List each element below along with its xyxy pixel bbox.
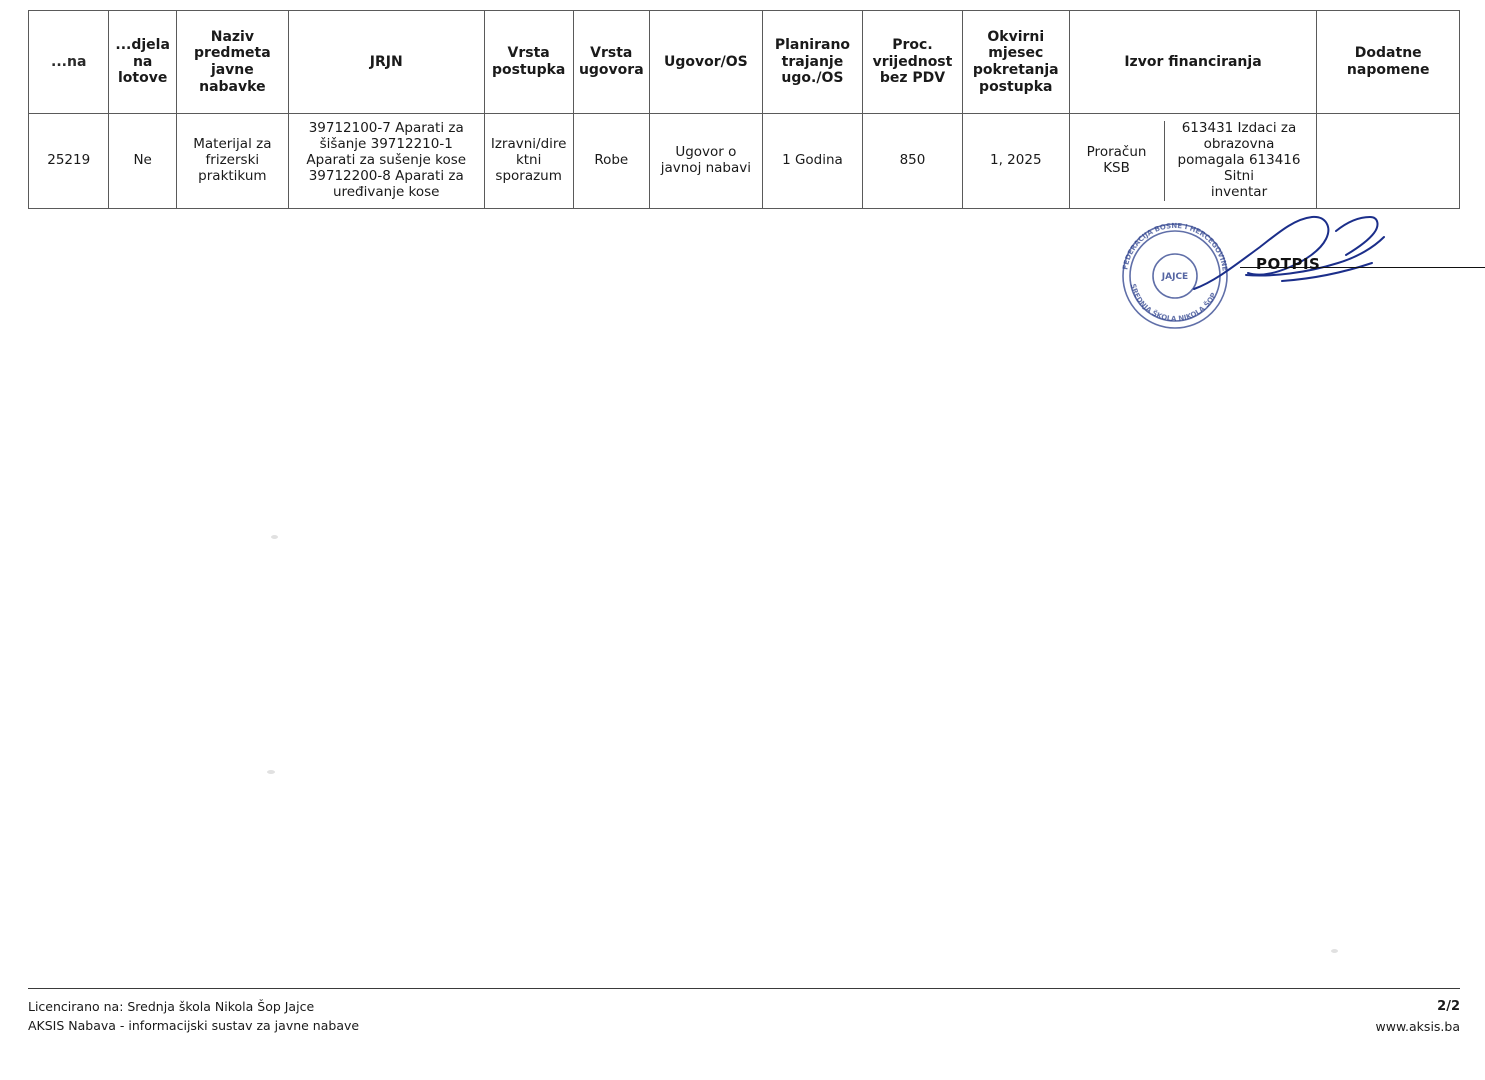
procurement-table-wrapper <box>28 10 1460 209</box>
column-header-naziv-predmeta <box>176 11 288 114</box>
header-line: Vrsta <box>507 45 550 62</box>
signature-block <box>1090 205 1470 335</box>
jrjn-line: 39712100-7 Aparati za <box>308 120 464 137</box>
column-header-dodatne-napomene <box>1317 11 1460 114</box>
page-number: 2/2 <box>1437 999 1460 1014</box>
footer-left-text <box>28 997 359 1036</box>
table-header-row <box>29 11 1460 114</box>
column-header-proc-vrijednost <box>862 11 962 114</box>
header-line: postupka <box>979 78 1053 95</box>
vrsta-postupka-line: Izravni/dire <box>490 136 567 153</box>
header-line: ugo./OS <box>781 70 844 87</box>
vrsta-postupka-line: sporazum <box>495 167 562 184</box>
procurement-plan-table <box>28 10 1460 209</box>
cell-ugovor-os <box>649 114 762 209</box>
cell-planirano-trajanje: 1 Godina <box>762 114 862 209</box>
column-header-vrsta-ugovora <box>573 11 649 114</box>
column-header-izvor-financiranja: Izvor financiranja <box>1069 11 1317 114</box>
jrjn-line: šišanje 39712210-1 <box>319 136 453 153</box>
header-line: Vrsta <box>590 45 633 62</box>
jrjn-line: uređivanje kose <box>332 183 440 200</box>
header-line: nabavke <box>199 78 266 95</box>
footer-website: www.aksis.ba <box>1375 1019 1460 1035</box>
column-header-broj <box>29 11 109 114</box>
header-line: Planirano <box>774 37 851 54</box>
cell-vrsta-ugovora: Robe <box>573 114 649 209</box>
header-line: pokretanja <box>972 62 1059 78</box>
header-line: ...djela <box>115 37 170 54</box>
svg-text:SREDNJA ŠKOLA NIKOLA ŠOP: SREDNJA ŠKOLA NIKOLA ŠOP <box>1128 282 1218 324</box>
header-line: mjesec <box>988 45 1044 62</box>
cell-naziv-predmeta: Materijal za frizerski praktikum <box>176 114 288 209</box>
page-footer <box>28 988 1460 1045</box>
ugovor-os-line: javnoj nabavi <box>660 160 752 176</box>
header-line: trajanje <box>781 53 844 70</box>
cell-broj: 25219 <box>29 114 109 209</box>
cell-jrjn <box>288 114 484 209</box>
column-header-podjela-na-lotove <box>109 11 176 114</box>
column-header-vrsta-postupka <box>484 11 573 114</box>
header-line: Okvirni <box>987 28 1045 45</box>
scan-speckle <box>267 770 275 774</box>
header-line: Dodatne <box>1354 45 1422 62</box>
ugovor-os-line: Ugovor o <box>675 144 737 161</box>
cell-dodatne-napomene <box>1317 114 1460 209</box>
column-header-broj-line2: ...na <box>51 53 87 70</box>
izvor-financiranja-line: Proračun <box>1086 144 1147 161</box>
header-line: ugovora <box>578 62 644 78</box>
footer-right-text <box>1376 997 1460 1037</box>
cell-proc-vrijednost: 850 <box>862 114 962 209</box>
table-row <box>29 114 1460 209</box>
header-line: napomene <box>1346 62 1430 78</box>
header-line: vrijednost <box>872 53 953 70</box>
footer-product-name: AKSIS Nabava - informacijski sustav za javne nabave <box>28 1018 360 1034</box>
cell-vrsta-postupka <box>484 114 573 209</box>
header-line: postupka <box>491 62 566 78</box>
vrsta-postupka-line: ktni <box>515 152 542 169</box>
column-header-jrjn: JRJN <box>288 11 484 114</box>
column-header-okvirni-mjesec <box>962 11 1069 114</box>
izvor-financiranja-line: KSB <box>1103 159 1130 176</box>
header-line: Proc. <box>892 37 933 54</box>
jrjn-line: 39712200-8 Aparati za <box>308 167 464 184</box>
signature-label: POTPIS <box>1256 255 1321 273</box>
izvor-detalj-line: pomagala 613416 Sitni <box>1177 152 1301 184</box>
header-line: bez PDV <box>879 70 946 87</box>
jrjn-line: Aparati za sušenje kose <box>306 152 467 169</box>
header-line: javne <box>210 62 254 78</box>
cell-izvor-financiranja <box>1069 114 1317 209</box>
svg-text:JAJCE: JAJCE <box>1161 272 1189 282</box>
column-header-planirano-trajanje <box>762 11 862 114</box>
header-line: lotove <box>117 70 168 87</box>
izvor-detalj-line: inventar <box>1210 183 1268 200</box>
column-header-ugovor-os: Ugovor/OS <box>649 11 762 114</box>
cell-podjela-na-lotove: Ne <box>109 114 176 209</box>
footer-licensed-to: Licencirano na: Srednja škola Nikola Šop Jajce <box>28 999 315 1014</box>
cell-okvirni-mjesec: 1, 2025 <box>962 114 1069 209</box>
header-line: na <box>132 53 153 70</box>
header-line: predmeta <box>194 45 271 62</box>
svg-text:FEDERACIJA BOSNE I HERCEGOVINE: FEDERACIJA BOSNE I HERCEGOVINE <box>1121 221 1229 272</box>
izvor-detalj-line: 613431 Izdaci za obrazovna <box>1181 120 1297 153</box>
scan-speckle <box>271 535 278 539</box>
header-line: Naziv <box>210 28 254 45</box>
scan-speckle <box>1331 949 1338 953</box>
